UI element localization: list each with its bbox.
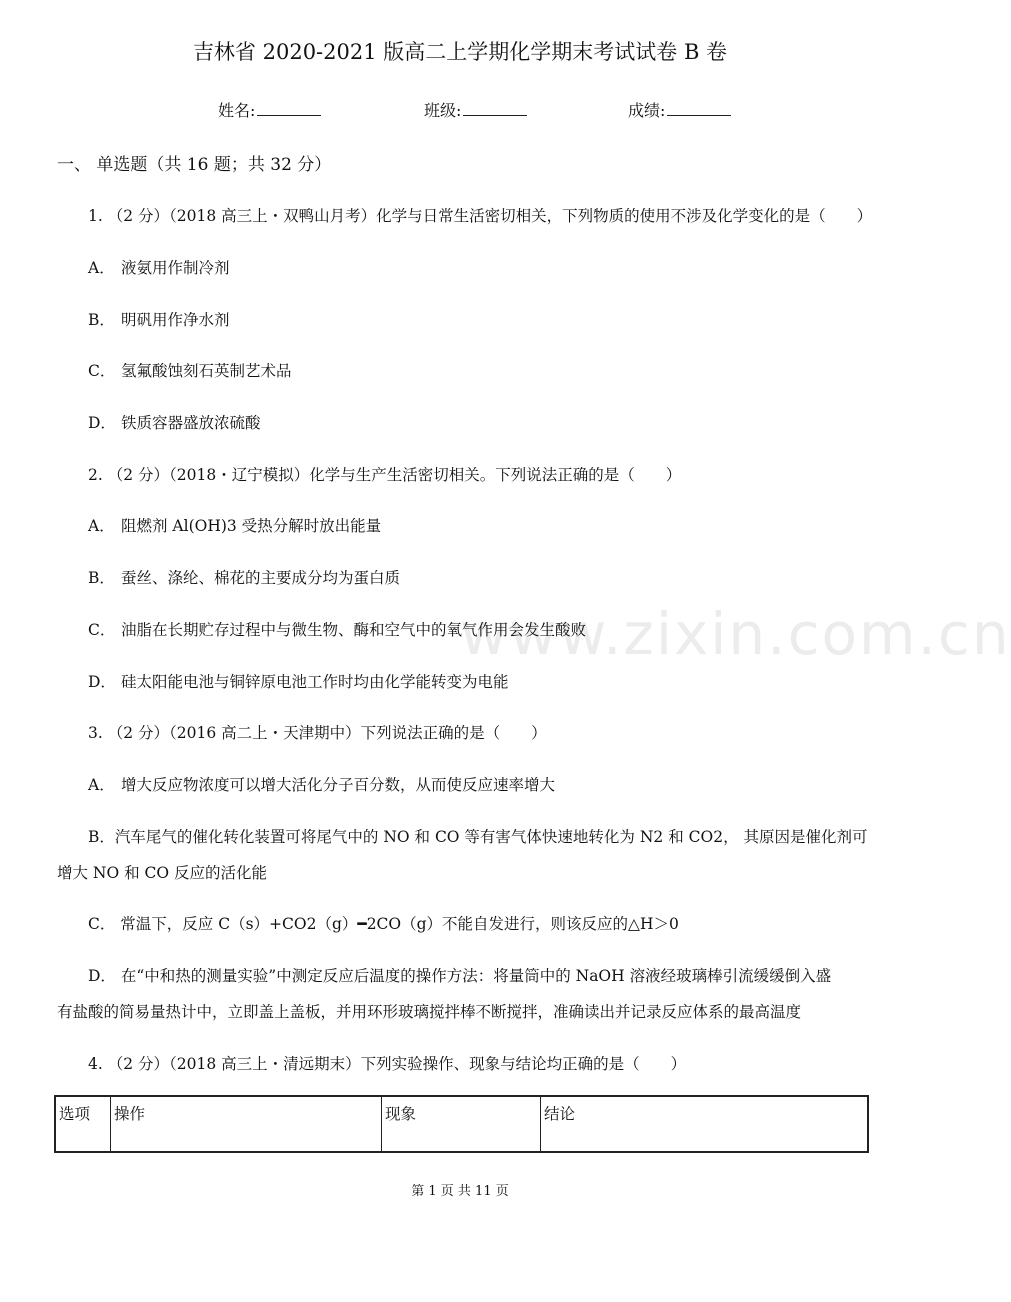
question-3-option-a: A． 增大反应物浓度可以增大活化分子百分数，从而使反应速率增大 — [88, 776, 556, 794]
question-4-table — [54, 1095, 869, 1153]
question-3-option-c: C． 常温下，反应 C（s）+CO2（g）━2CO（g）不能自发进行，则该反应的△H＞0 — [88, 915, 679, 933]
class-field — [424, 98, 527, 121]
question-1-option-c: C． 氢氟酸蚀刻石英制艺术品 — [88, 362, 292, 380]
question-3-option-b-line1: B．汽车尾气的催化转化装置可将尾气中的 NO 和 CO 等有害气体快速地转化为 N2 和 CO2， 其原因是催化剂可 — [88, 828, 868, 846]
question-3-option-d-line2: 有盐酸的简易量热计中，立即盖上盖板，并用环形玻璃搅拌棒不断搅拌，准确读出并记录反应体系的最高温度 — [57, 1003, 802, 1021]
question-4-stem: 4. （2 分）（2018 高三上・清远期末）下列实验操作、现象与结论均正确的是（ ） — [88, 1055, 687, 1073]
question-1-stem: 1. （2 分）（2018 高三上・双鸭山月考）化学与日常生活密切相关，下列物质的使用不涉及化学变化的是（ ） — [88, 207, 873, 225]
question-1-option-b: B． 明矾用作净水剂 — [88, 311, 230, 329]
question-1-option-a: A． 液氨用作制冷剂 — [88, 259, 230, 277]
page-title: 吉林省 2020-2021 版高二上学期化学期末考试试卷 B 卷 — [192, 40, 728, 64]
section-heading: 一、 单选题（共 16 题；共 32 分） — [57, 155, 332, 175]
question-3-option-b-line2: 增大 NO 和 CO 反应的活化能 — [57, 864, 268, 882]
question-2-stem: 2. （2 分）（2018・辽宁模拟）化学与生产生活密切相关。下列说法正确的是（ ） — [88, 466, 682, 484]
question-2-option-c: C． 油脂在长期贮存过程中与微生物、酶和空气中的氧气作用会发生酸败 — [88, 621, 587, 639]
question-1-option-d: D． 铁质容器盛放浓硫酸 — [88, 414, 261, 432]
page-footer: 第 1 页 共 11 页 — [411, 1184, 509, 1199]
question-3-option-d-line1: D． 在“中和热的测量实验”中测定反应后温度的操作方法：将量筒中的 NaOH 溶液经玻璃棒引流缓缓倒入盛 — [88, 967, 832, 985]
table-header-operation: 操作 — [111, 1096, 382, 1152]
table-header-option: 选项 — [55, 1096, 111, 1152]
question-2-option-b: B． 蚕丝、涤纶、棉花的主要成分均为蛋白质 — [88, 569, 401, 587]
table-header-phenomenon: 现象 — [382, 1096, 541, 1152]
class-blank — [463, 101, 527, 116]
score-field — [628, 98, 731, 121]
score-blank — [667, 101, 731, 116]
question-2-option-d: D． 硅太阳能电池与铜锌原电池工作时均由化学能转变为电能 — [88, 673, 509, 691]
question-3-stem: 3. （2 分）（2016 高二上・天津期中）下列说法正确的是（ ） — [88, 724, 547, 742]
table-header-row — [55, 1096, 868, 1152]
watermark: www.zixin.com.cn — [460, 600, 1011, 668]
name-label: 姓名: — [218, 101, 256, 120]
name-field — [218, 98, 321, 121]
score-label: 成绩: — [628, 101, 666, 120]
name-blank — [257, 101, 321, 116]
table-header-conclusion: 结论 — [541, 1096, 869, 1152]
question-2-option-a: A． 阻燃剂 Al(OH)3 受热分解时放出能量 — [88, 517, 382, 535]
class-label: 班级: — [424, 101, 462, 120]
